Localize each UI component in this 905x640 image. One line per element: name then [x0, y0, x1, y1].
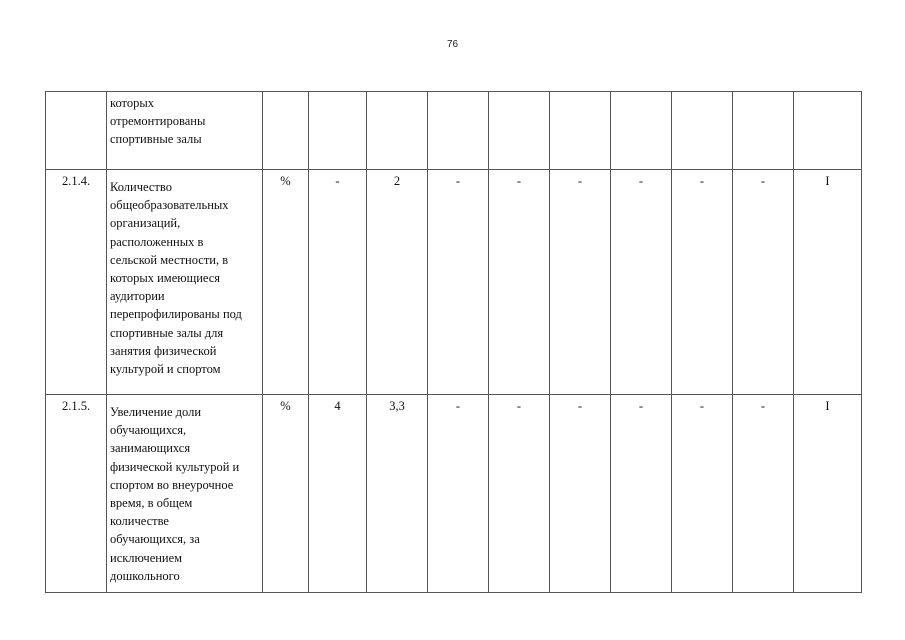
value-cell: -	[611, 170, 672, 395]
description-line: отремонтированы	[110, 114, 206, 129]
value-cell	[672, 92, 733, 170]
description-line: физической культурой и	[110, 459, 240, 474]
table-row	[46, 92, 862, 170]
unit-cell: %	[263, 170, 309, 395]
value-cell: I	[794, 395, 862, 593]
description-line: сельской местности, в	[110, 252, 229, 267]
description-line: обучающихся, за	[110, 532, 200, 547]
description-line: общеобразовательных	[110, 198, 229, 213]
page-number: 76	[446, 39, 459, 50]
value-cell: -	[428, 170, 489, 395]
description-line: спортивные залы	[110, 132, 202, 147]
unit-cell	[263, 92, 309, 170]
value-cell	[550, 92, 611, 170]
description-line: перепрофилированы под	[110, 307, 242, 322]
row-number: 2.1.5.	[46, 395, 107, 593]
value-cell: -	[611, 395, 672, 593]
value-cell: -	[428, 395, 489, 593]
value-cell: -	[309, 170, 367, 395]
description-line: спортом во внеурочное	[110, 477, 234, 492]
value-cell: -	[733, 395, 794, 593]
value-cell	[367, 92, 428, 170]
value-cell: I	[794, 170, 862, 395]
description-line: исключением	[110, 550, 183, 565]
description-line: аудитории	[110, 289, 165, 304]
description-line: количестве	[110, 514, 169, 529]
value-cell: -	[550, 170, 611, 395]
value-cell	[794, 92, 862, 170]
value-cell: -	[550, 395, 611, 593]
description-line: расположенных в	[110, 234, 204, 249]
value-cell: -	[489, 170, 550, 395]
row-description	[107, 170, 263, 395]
table-row	[46, 170, 862, 395]
row-number	[46, 92, 107, 170]
value-cell	[489, 92, 550, 170]
description-line: занимающихся	[110, 441, 191, 456]
value-cell: -	[489, 395, 550, 593]
value-cell	[309, 92, 367, 170]
description-line: время, в общем	[110, 496, 193, 511]
indicators-table	[45, 91, 862, 593]
description-line: обучающихся,	[110, 423, 187, 438]
description-line: спортивные залы для	[110, 325, 224, 340]
value-cell: -	[672, 395, 733, 593]
value-cell	[733, 92, 794, 170]
value-cell: -	[672, 170, 733, 395]
value-cell	[428, 92, 489, 170]
description-line: которых имеющиеся	[110, 271, 221, 286]
value-cell	[611, 92, 672, 170]
value-cell: -	[733, 170, 794, 395]
row-description	[107, 395, 263, 593]
description-line: Увеличение доли	[110, 405, 202, 419]
table-row	[46, 395, 862, 593]
description-line: культурой и спортом	[110, 362, 221, 377]
row-description	[107, 92, 263, 170]
unit-cell: %	[263, 395, 309, 593]
description-line: организаций,	[110, 216, 181, 231]
value-cell: 3,3	[367, 395, 428, 593]
description-line: Количество	[110, 180, 172, 194]
row-number: 2.1.4.	[46, 170, 107, 395]
description-line: занятия физической	[110, 343, 217, 358]
value-cell: 2	[367, 170, 428, 395]
description-line: дошкольного	[110, 568, 180, 583]
value-cell: 4	[309, 395, 367, 593]
description-line: которых	[110, 96, 154, 110]
